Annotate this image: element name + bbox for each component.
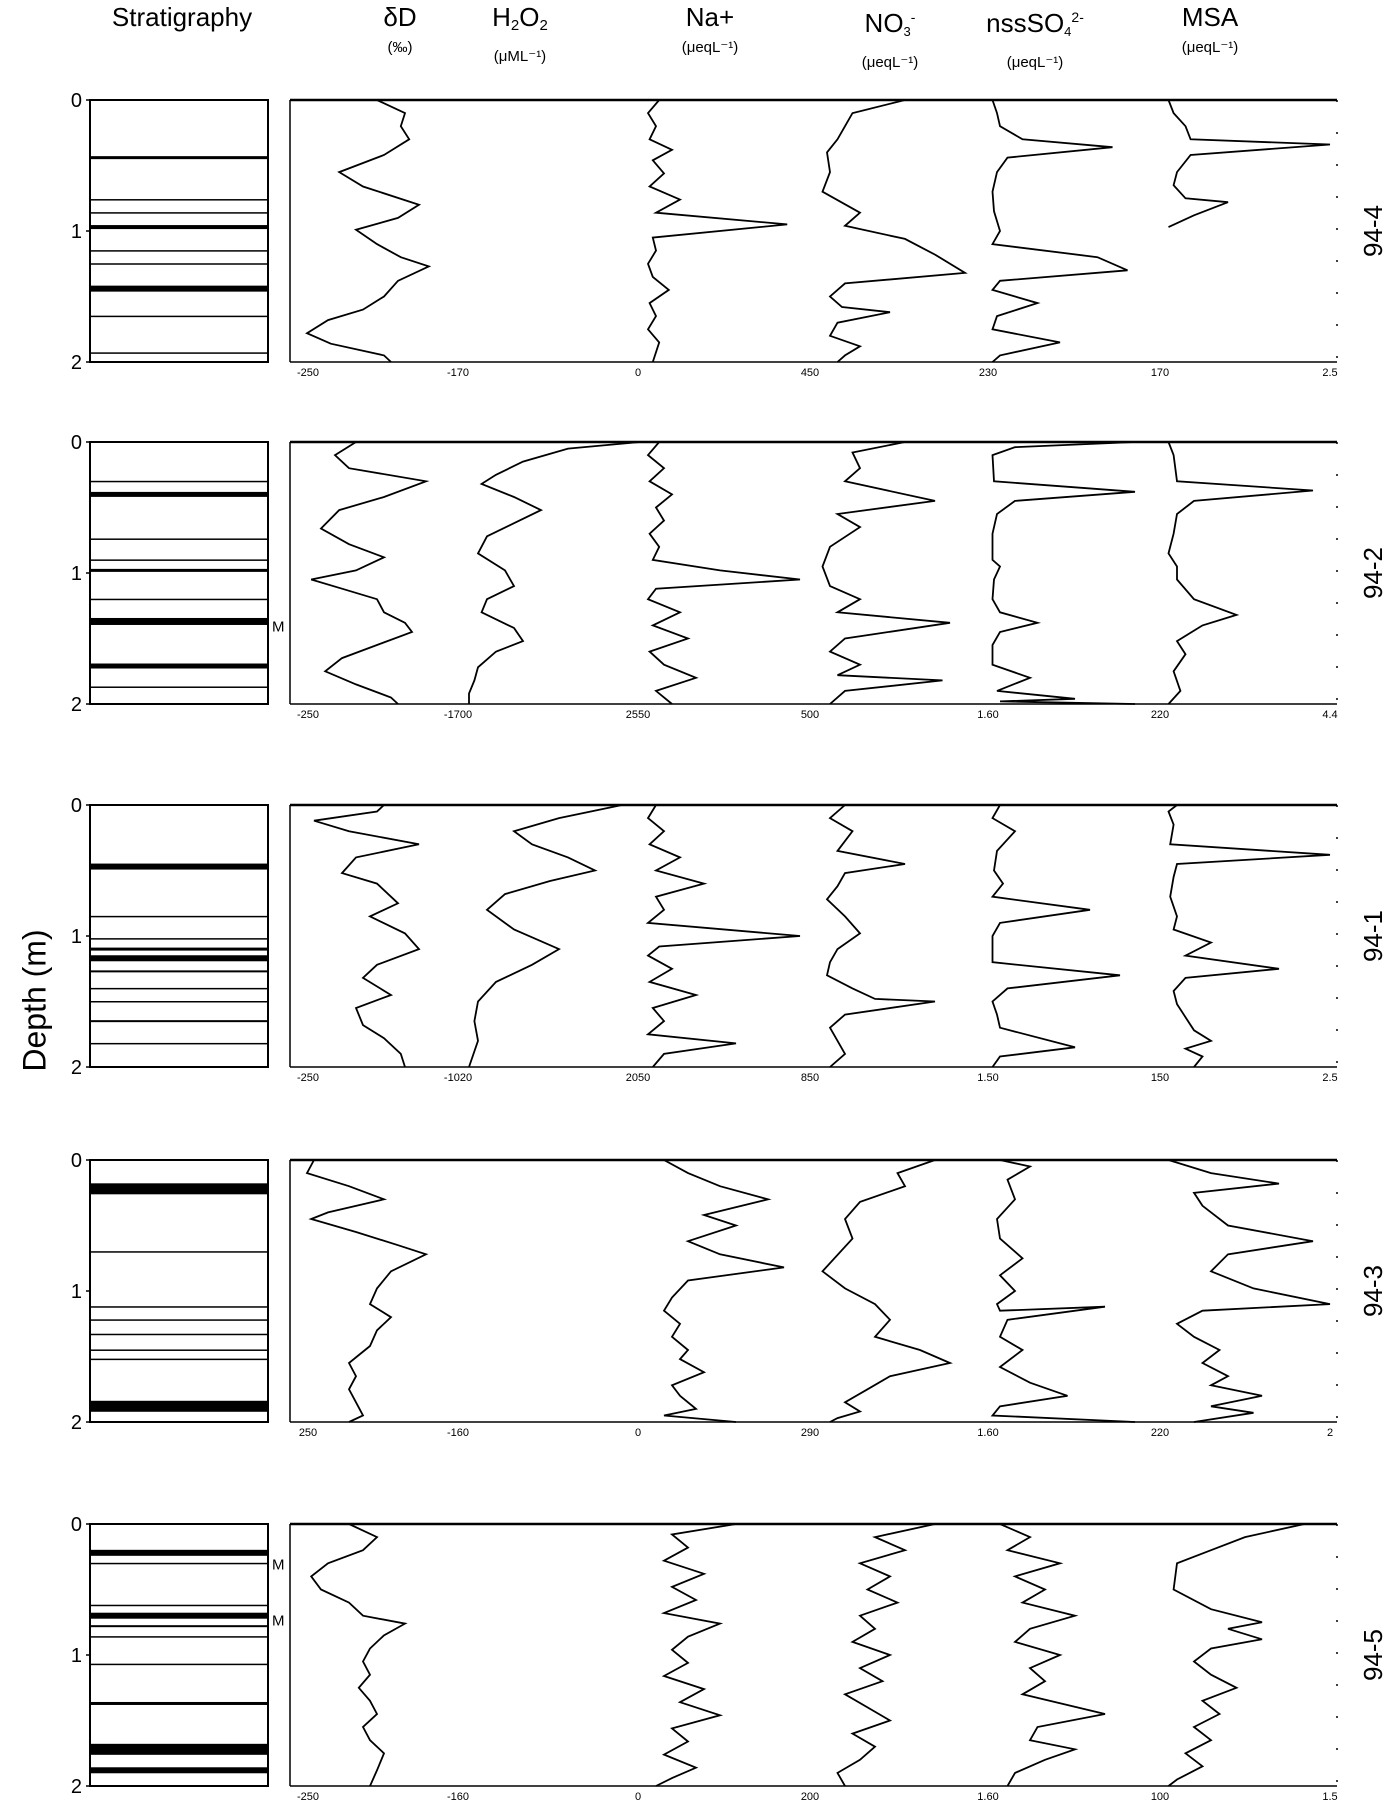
stratigraphy-column: [90, 1160, 268, 1422]
series-line: [838, 1524, 936, 1786]
depth-tick-label: 1: [70, 1281, 82, 1303]
melt-layer-marker: M: [272, 618, 285, 636]
stratigraphy-layer: [90, 618, 268, 625]
depth-tick-label: 1: [70, 926, 82, 948]
stratigraphy-layer: [90, 970, 268, 972]
column-unit-no3: (μeqL⁻¹): [861, 54, 919, 71]
stratigraphy-layer: [90, 938, 268, 940]
column-unit-dD: (‰): [387, 39, 413, 56]
column-unit-h2o2: (μML⁻¹): [493, 48, 547, 65]
nsso4-main: nssSO: [986, 8, 1065, 38]
no3-sup: -: [910, 9, 916, 25]
stratigraphy-layer: [90, 1613, 268, 1619]
series-line: [1169, 100, 1331, 227]
series-line: [311, 442, 426, 704]
panel-94-2: [71, 432, 1388, 721]
stratigraphy-layer: [90, 1306, 268, 1308]
column-title-dD: δD: [383, 2, 417, 32]
column-title-msa: MSA: [1181, 2, 1239, 32]
x-tick-label: 500: [800, 709, 820, 721]
stratigraphy-layer: [90, 212, 268, 214]
stratigraphy-layer: [90, 1067, 268, 1069]
series-line: [1169, 442, 1314, 704]
series-line: [823, 442, 951, 704]
series-line: [648, 805, 800, 1067]
panel-94-3: [71, 1150, 1388, 1439]
depth-tick-label: 1: [70, 563, 82, 585]
x-tick-label: 230: [978, 367, 998, 379]
core-label: 94-5: [1358, 1628, 1388, 1682]
series-line: [1169, 805, 1331, 1067]
nsso4-sub: 4: [1064, 24, 1072, 39]
series-line: [993, 805, 1121, 1067]
stratigraphy-layer: [90, 955, 268, 961]
stratigraphy-layer: [90, 916, 268, 918]
x-tick-label: 220: [1150, 1427, 1170, 1439]
series-line: [823, 100, 966, 362]
stratigraphy-layer: [90, 156, 268, 159]
x-tick-label: 1.60: [977, 709, 999, 721]
stratigraphy-layer: [90, 1001, 268, 1003]
series-line: [311, 1524, 405, 1786]
stratigraphy-layer: [90, 686, 268, 688]
x-tick-label: -1020: [443, 1072, 473, 1084]
depth-tick-label: 0: [70, 795, 82, 817]
core-label: 94-1: [1358, 909, 1388, 963]
depth-tick-label: 0: [70, 432, 82, 454]
stratigraphy-layer: [90, 1636, 268, 1638]
x-tick-label: -250: [296, 1072, 320, 1084]
depth-tick-label: 1: [70, 1645, 82, 1667]
stratigraphy-layer: [90, 559, 268, 561]
nsso4-sup: 2-: [1071, 9, 1084, 25]
x-tick-label: 2.5: [1322, 367, 1338, 379]
stratigraphy-layer: [90, 1625, 268, 1627]
no3-sub: 3: [903, 24, 911, 39]
stratigraphy-layer: [90, 704, 268, 706]
core-label: 94-4: [1358, 204, 1388, 258]
x-tick-label: 2550: [625, 709, 651, 721]
stratigraphy-layer: [90, 1334, 268, 1336]
series-line: [314, 805, 419, 1067]
stratigraphy-layer: [90, 1349, 268, 1351]
x-tick-label: 4.4: [1322, 709, 1338, 721]
series-line: [648, 442, 800, 704]
x-tick-label: 250: [298, 1427, 318, 1439]
melt-layer-marker: M: [272, 1556, 285, 1574]
stratigraphy-layer: [90, 1744, 268, 1755]
x-tick-label: 450: [800, 367, 820, 379]
melt-layer-marker: M: [272, 1612, 285, 1630]
x-tick-label: -250: [296, 709, 320, 721]
x-tick-label: 1.5: [1322, 1791, 1338, 1803]
series-line: [307, 100, 429, 362]
series-line: [469, 442, 640, 704]
stratigraphy-layer: [90, 1251, 268, 1253]
stratigraphy-layer: [90, 1664, 268, 1666]
x-tick-label: -160: [446, 1791, 470, 1803]
column-unit-nsso4: (μeqL⁻¹): [1006, 54, 1064, 71]
core-label: 94-3: [1358, 1264, 1388, 1318]
series-line: [469, 805, 622, 1067]
depth-tick-label: 2: [70, 352, 82, 374]
stratigraphy-layer: [90, 599, 268, 601]
stratigraphy-layer: [90, 1767, 268, 1773]
stratigraphy-layer: [90, 481, 268, 483]
column-unit-na: (μeqL⁻¹): [681, 39, 739, 56]
x-tick-label: 850: [800, 1072, 820, 1084]
stratigraphy-layer: [90, 1605, 268, 1607]
x-tick-label: 2050: [625, 1072, 651, 1084]
x-tick-label: 200: [800, 1791, 820, 1803]
stratigraphy-title: Stratigraphy: [111, 2, 253, 32]
x-tick-label: -170: [446, 367, 470, 379]
stratigraphy-layer: [90, 948, 268, 951]
stratigraphy-column: [90, 100, 268, 362]
stratigraphy-layer: [90, 250, 268, 252]
stratigraphy-layer: [90, 199, 268, 201]
depth-tick-label: 0: [70, 1150, 82, 1172]
x-tick-label: 1.60: [977, 1427, 999, 1439]
depth-tick-label: 2: [70, 1057, 82, 1079]
stratigraphy-layer: [90, 225, 268, 229]
stratigraphy-layer: [90, 352, 268, 354]
stratigraphy-layer: [90, 988, 268, 990]
x-tick-label: 2: [1326, 1427, 1334, 1439]
series-line: [993, 442, 1136, 704]
x-tick-label: -250: [296, 367, 320, 379]
x-tick-label: 170: [1150, 367, 1170, 379]
x-tick-label: 0: [634, 1791, 642, 1803]
stratigraphy-layer: [90, 1183, 268, 1194]
column-title-na: Na+: [685, 2, 735, 32]
x-tick-label: 2.5: [1322, 1072, 1338, 1084]
stratigraphy-layer: [90, 1043, 268, 1045]
no3-main: NO: [864, 8, 904, 38]
stratigraphy-layer: [90, 1319, 268, 1321]
series-line: [1169, 1160, 1331, 1422]
depth-tick-label: 0: [70, 1514, 82, 1536]
x-tick-label: 150: [1150, 1072, 1170, 1084]
h2o2-h: H: [492, 2, 511, 32]
stratigraphy-layer: [90, 1702, 268, 1705]
h2o2-sub1: 2: [510, 17, 520, 34]
x-tick-label: 1.60: [977, 1791, 999, 1803]
panel-94-1: [71, 795, 1388, 1084]
column-unit-msa: (μeqL⁻¹): [1181, 39, 1239, 56]
x-tick-label: 0: [634, 367, 642, 379]
x-tick-label: 290: [800, 1427, 820, 1439]
depth-tick-label: 0: [70, 90, 82, 112]
series-line: [993, 1160, 1136, 1422]
series-line: [648, 100, 787, 362]
stratigraphy-layer: [90, 286, 268, 292]
series-line: [656, 1524, 736, 1786]
series-line: [307, 1160, 426, 1422]
stratigraphy-column: [90, 805, 268, 1067]
stratigraphy-layer: [90, 1550, 268, 1556]
series-line: [827, 805, 935, 1067]
stratigraphy-layer: [90, 864, 268, 870]
stratigraphy-layer: [90, 538, 268, 540]
stratigraphy-layer: [90, 569, 268, 572]
stratigraphy-layer: [90, 1563, 268, 1565]
x-tick-label: 0: [634, 1427, 642, 1439]
depth-tick-label: 2: [70, 1776, 82, 1798]
h2o2-o: O: [519, 2, 540, 32]
stratigraphy-layer: [90, 492, 268, 497]
core-label: 94-2: [1358, 546, 1388, 600]
depth-tick-label: 2: [70, 694, 82, 716]
stratigraphy-layer: [90, 263, 268, 265]
x-tick-label: -250: [296, 1791, 320, 1803]
series-line: [823, 1160, 951, 1422]
series-line: [664, 1160, 784, 1422]
series-line: [1000, 1524, 1105, 1786]
depth-tick-label: 2: [70, 1412, 82, 1434]
stratigraphy-layer: [90, 1359, 268, 1361]
series-line: [1169, 1524, 1305, 1786]
x-tick-label: 220: [1150, 709, 1170, 721]
depth-tick-label: 1: [70, 221, 82, 243]
panel-94-5: [71, 1514, 1388, 1803]
stratigraphy-layer: [90, 1401, 268, 1412]
x-tick-label: -160: [446, 1427, 470, 1439]
series-line: [993, 100, 1128, 362]
stratigraphy-layer: [90, 316, 268, 318]
panel-94-4: [71, 90, 1388, 379]
h2o2-sub2: 2: [539, 17, 548, 34]
y-axis-label: Depth (m): [16, 929, 53, 1072]
x-tick-label: 1.50: [977, 1072, 999, 1084]
stratigraphy-layer: [90, 664, 268, 669]
x-tick-label: 100: [1150, 1791, 1170, 1803]
stratigraphy-layer: [90, 1020, 268, 1022]
x-tick-label: -1700: [443, 709, 473, 721]
